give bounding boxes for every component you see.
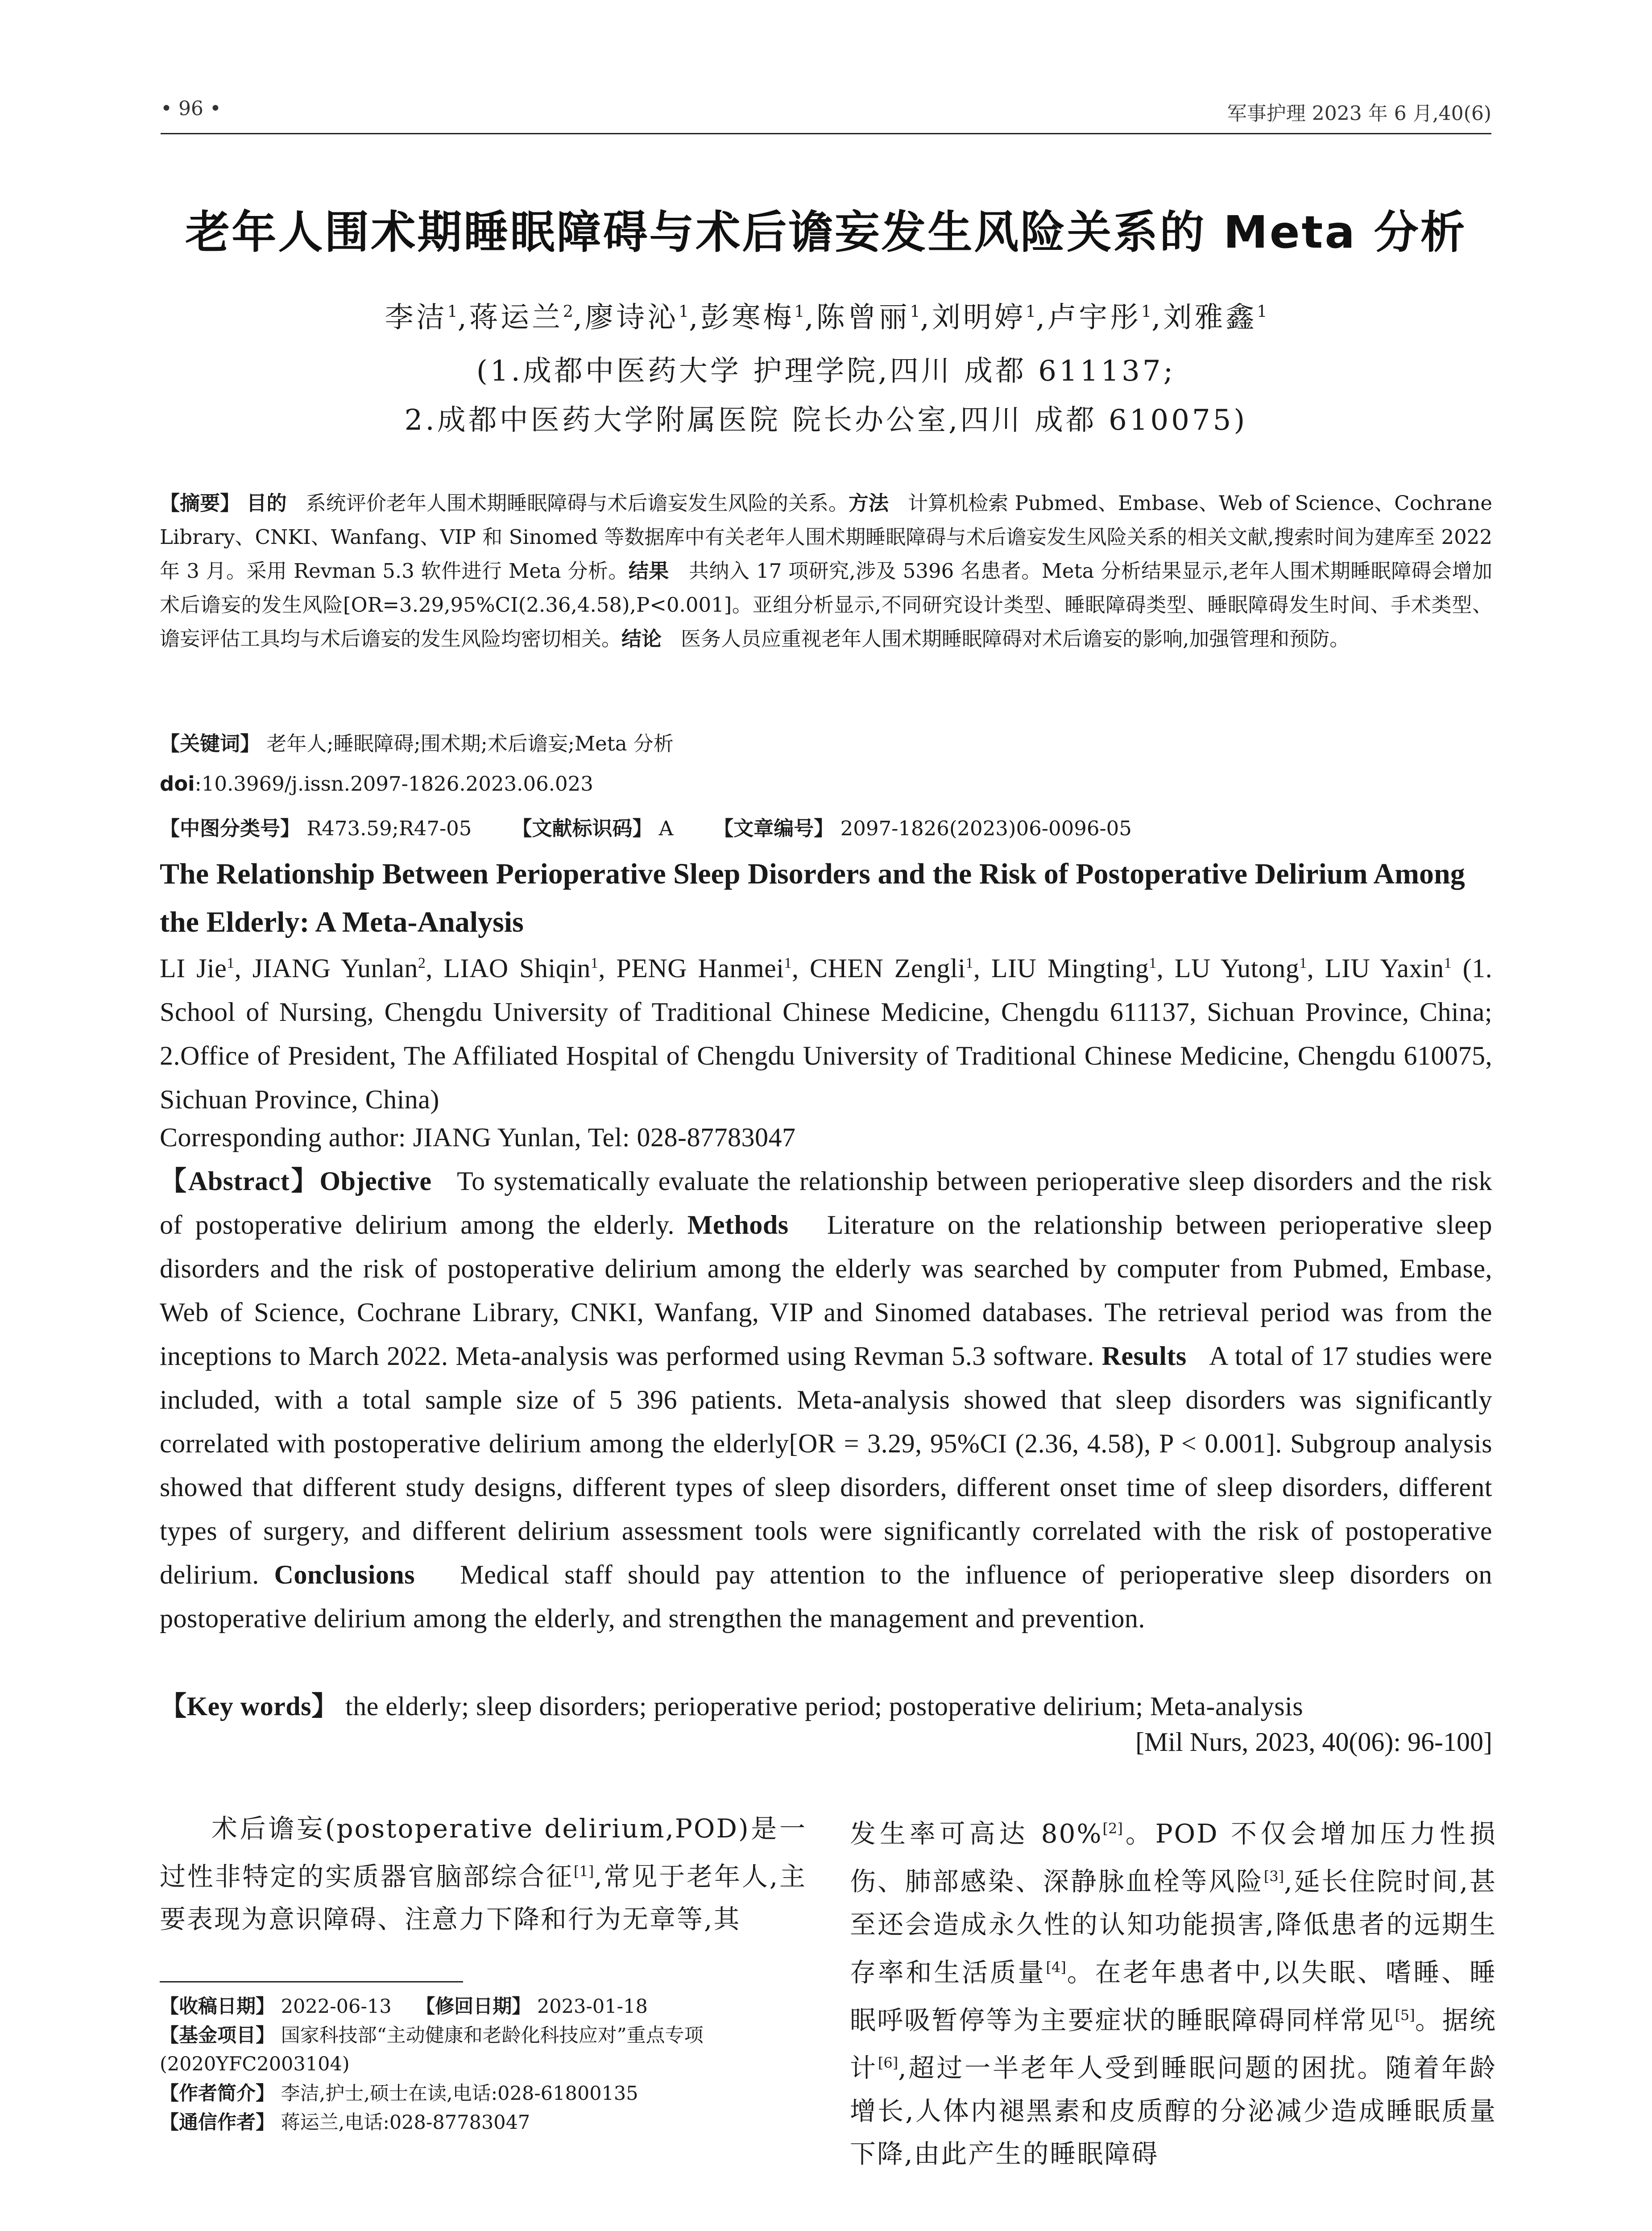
author: 刘雅鑫 (1163, 301, 1257, 334)
reference-mark[interactable]: [4] (1046, 1958, 1066, 1976)
author: 李洁 (385, 301, 447, 334)
keywords-en: 【Key words】 the elderly; sleep disorders; perioperative period; postoperative delirium; Meta-analysis (160, 1692, 1304, 1721)
paper-title: 老年人围术期睡眠障碍与术后谵妄发生风险关系的 Meta 分析 (185, 206, 1467, 258)
body-paragraph: 发生率可高达 80%[2]。POD 不仅会增加压力性损伤、肺部感染、深静脉血栓等风险[3],延长住院时间,甚至还会造成永久性的认知功能损害,降低患者的远期生存率和生活质量[4]。在老年患者中,以失眠、嗜睡、睡眠呼吸暂停等为主要症状的睡眠障碍同样常见[5]。据统计[6],超过一半老年人受到睡眠问题的困扰。随着年龄增长,人体内褪黑素和皮质醇的分泌减少造成睡眠质量下降,由此产生的睡眠障碍 (850, 1818, 1497, 2169)
footnote-author: 【作者简介】 李洁,护士,硕士在读,电话:028-61800135 (160, 2082, 638, 2105)
body-column-left (160, 1807, 807, 1941)
footnote-corresponding: 【通信作者】 蒋运兰,电话:028-87783047 (160, 2111, 530, 2134)
page-number: • 96 • (161, 97, 221, 120)
author-list-cn: 李洁$^1$,蒋运兰$^2$,廖诗沁$^1$,彭寒梅$^1$,陈曾丽$^1$,刘明婷$^1$,卢宇彤$^1$,刘雅鑫$^1$ (385, 301, 1267, 334)
author: 卢宇彤 (1048, 301, 1142, 334)
abstract-cn: 【摘要】 目的 系统评价老年人围术期睡眠障碍与术后谵妄发生风险的关系。方法 计算机检索 Pubmed、Embase、Web of Science、Cochrane Library、CNKI、Wanfang、VIP 和 Sinomed 等数据库中有关老年人围术期睡眠障碍与术后谵妄发生风险关系的相关文献,搜索时间为建库至 2022 年 3 月。采用 Revman 5.3 软件进行 Meta 分析。结果 共纳入 17 项研究,涉及 5396 名患者。Meta 分析结果显示,老年人围术期睡眠障碍会增加术后谵妄的发生风险[OR=3.29,95%CI(2.36,4.58),P<0.001]。亚组分析显示,不同研究设计类型、睡眠障碍类型、睡眠障碍发生时间、手术类型、谵妄评估工具均与术后谵妄的发生风险均密切相关。结论 医务人员应重视老年人围术期睡眠障碍对术后谵妄的影响,加强管理和预防。 (160, 491, 1492, 651)
header-rule (161, 133, 1491, 134)
footnote-fund: 【基金项目】 国家科技部“主动健康和老龄化科技应对”重点专项(2020YFC2003104) (160, 2024, 704, 2075)
author-affiliations-en: LI Jie$^1$, JIANG Yunlan$^2$, LIAO Shiqin$^1$, PENG Hanmei$^1$, CHEN Zengli$^1$, LIU Mingting$^1$, LU Yutong$^1$, LIU Yaxin$^1$ (1. School of Nursing, Chengdu University of Traditional Chinese Medicine, Chengdu 611137, Sichuan Province, China; 2.Office of President, The Affiliated Hospital of Chengdu University of Traditional Chinese Medicine, Chengdu 610075, Sichuan Province, China) (160, 954, 1493, 1114)
author: 刘明婷 (932, 301, 1026, 334)
author: 蒋运兰 (469, 301, 563, 334)
keywords-cn: 【关键词】 老年人;睡眠障碍;围术期;术后谵妄;Meta 分析 (160, 732, 674, 755)
body-paragraph: 术后谵妄(postoperative delirium,POD)是一过性非特定的实质器官脑部综合征[1],常见于老年人,主要表现为意识障碍、注意力下降和行为无章等,其 (160, 1813, 807, 1935)
body-column-right (850, 1807, 1497, 2175)
author: 廖诗沁 (585, 301, 679, 334)
abstract-en: 【Abstract】Objective To systematically evaluate the relationship between perioperative sleep disorders and the risk of postoperative delirium among the elderly. Methods Literature on the relationship between perioperative sleep disorders and the risk of postoperative delirium among the elderly was searched by computer from Pubmed, Embase, Web of Science, Cochrane Library, CNKI, Wanfang, VIP and Sinomed databases. The retrieval period was from the inceptions to March 2022. Meta-analysis was performed using Revman 5.3 software. Results A total of 17 studies were included, with a total sample size of 5 396 patients. Meta-analysis showed that sleep disorders was significantly correlated with postoperative delirium among the elderly[OR = 3.29, 95%CI (2.36, 4.58), P < 0.001]. Subgroup analysis showed that different study designs, different types of sleep disorders, different onset time of sleep disorders, different types of surgery, and different delirium assessment tools were significantly correlated with the risk of postoperative delirium. Conclusions Medical staff should pay attention to the influence of perioperative sleep disorders on postoperative delirium among the elderly, and strengthen the management and prevention. (160, 1166, 1493, 1633)
affiliation-1: (1.成都中医药大学 护理学院,四川 成都 611137; (476, 355, 1176, 388)
citation: [Mil Nurs, 2023, 40(06): 96-100] (1135, 1727, 1492, 1757)
reference-mark[interactable]: [1] (573, 1863, 594, 1880)
corresponding-author-en: Corresponding author: JIANG Yunlan, Tel: 028-87783047 (160, 1123, 796, 1152)
affiliation-2: 2.成都中医药大学附属医院 院长办公室,四川 成都 610075) (404, 404, 1248, 437)
reference-mark[interactable]: [6] (878, 2054, 898, 2072)
english-title: The Relationship Between Perioperative Sleep Disorders and the Risk of Postoperative Delirium Among the Elderly: A Meta-Analysis (160, 858, 1465, 938)
reference-mark[interactable]: [5] (1395, 2006, 1415, 2024)
footnote-dates: 【收稿日期】 2022-06-13 【修回日期】 2023-01-18 (160, 1995, 648, 2018)
affiliations-en: (1. School of Nursing, Chengdu University of Traditional Chinese Medicine, Chengdu 611137, Sichuan Province, China; 2.Office of President, The Affiliated Hospital of Chengdu University of Traditional Chinese Medicine, Chengdu 610075, Sichuan Province, China) (160, 954, 1493, 1114)
footnote-rule (160, 1981, 463, 1982)
reference-mark[interactable]: [2] (1102, 1820, 1123, 1837)
author: 陈曾丽 (816, 301, 910, 334)
doi: doi:10.3969/j.issn.2097-1826.2023.06.023 (160, 772, 593, 796)
reference-mark[interactable]: [3] (1263, 1868, 1284, 1885)
classification-line: 【中图分类号】 R473.59;R47-05 【文献标识码】 A 【文章编号】 2097-1826(2023)06-0096-05 (160, 817, 1132, 840)
running-header (161, 97, 1491, 133)
journal-issue: 军事护理 2023 年 6 月,40(6) (1227, 102, 1491, 125)
author: 彭寒梅 (700, 301, 795, 334)
